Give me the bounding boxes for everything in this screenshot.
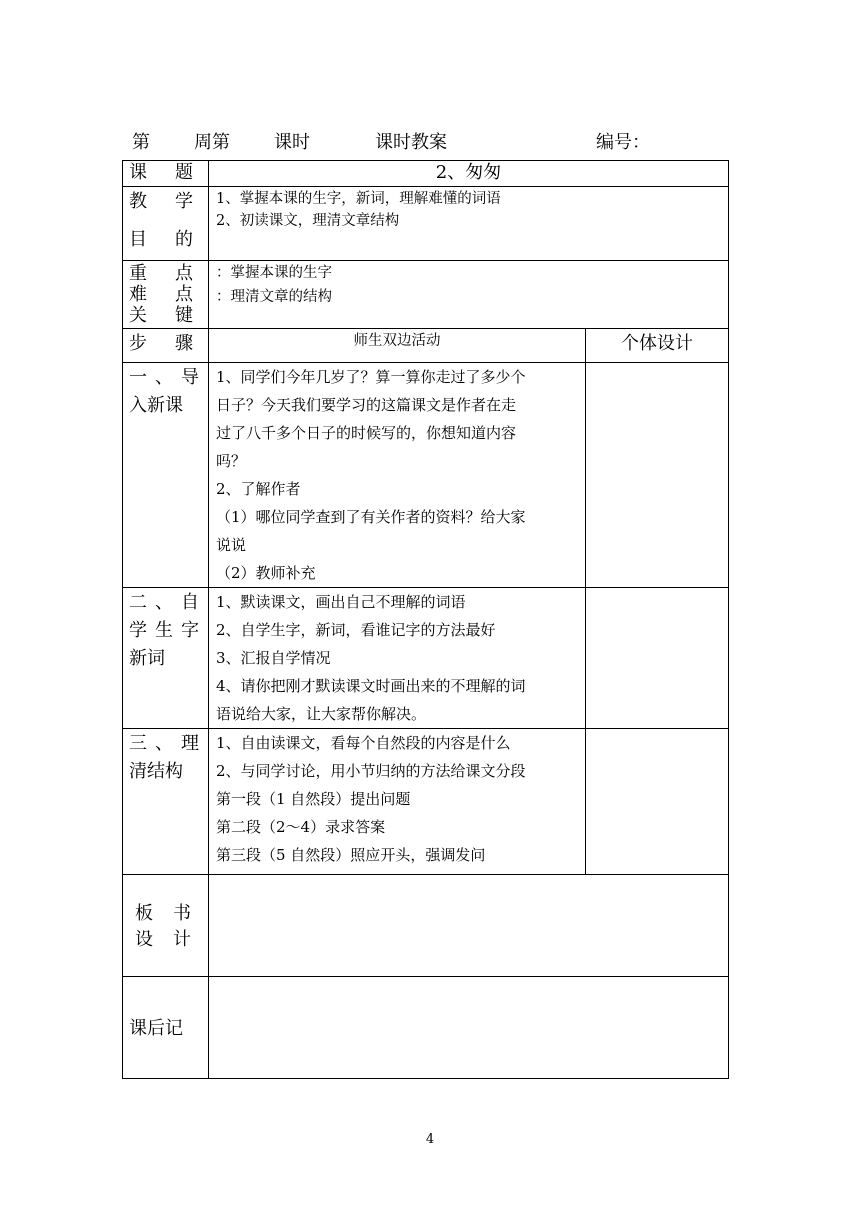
activity-line: （2）教师补充 xyxy=(216,564,316,582)
section-label-2: 二 、 自 学 生 字 新词 xyxy=(123,588,209,729)
activity-line: 1、自由读课文，看每个自然段的内容是什么 xyxy=(216,734,511,752)
key-label: 重 点 难 点 关 键 xyxy=(123,261,209,329)
activity-line: 第三段（5 自然段）照应开头，强调发问 xyxy=(216,846,486,864)
board-label: 板 书 设 计 xyxy=(123,875,209,977)
activity-line: 过了八千多个日子的时候写的，你想知道内容 xyxy=(216,424,517,442)
board-row xyxy=(123,875,729,977)
section-body-2 xyxy=(209,588,586,729)
topic-value: 2、匆匆 xyxy=(209,161,729,187)
section-row-2 xyxy=(123,588,729,729)
section-row-3 xyxy=(123,729,729,875)
goals-cell xyxy=(209,187,729,261)
activity-line: 第一段（1 自然段）提出问题 xyxy=(216,790,411,808)
section-row-1 xyxy=(123,363,729,588)
header-di: 第 xyxy=(132,132,150,153)
board-cell xyxy=(209,875,729,977)
key-row xyxy=(123,261,729,329)
header-bianhao: 编号： xyxy=(596,132,650,153)
key-item: ：理清文章的结构 xyxy=(216,289,332,305)
section-body-1 xyxy=(209,363,586,588)
after-cell xyxy=(209,977,729,1079)
activity-line: 4、请你把刚才默读课文时画出来的不理解的词 xyxy=(216,677,526,695)
activity-line: 1、默读课文，画出自己不理解的词语 xyxy=(216,593,466,611)
after-label: 课后记 xyxy=(123,977,209,1079)
design-header: 个体设计 xyxy=(586,329,729,363)
header-title: 课时教案 xyxy=(375,132,447,153)
steps-header-row xyxy=(123,329,729,363)
section-body-3 xyxy=(209,729,586,875)
key-cell xyxy=(209,261,729,329)
steps-label: 步 骤 xyxy=(123,329,209,363)
section-label-3: 三 、 理 清结构 xyxy=(123,729,209,875)
goals-label: 教 学 目 的 xyxy=(123,187,209,261)
activity-line: 2、自学生字，新词，看谁记字的方法最好 xyxy=(216,621,496,639)
activity-line: 1、同学们今年几岁了？算一算你走过了多少个 xyxy=(216,368,526,386)
activity-line: 2、与同学讨论，用小节归纳的方法给课文分段 xyxy=(216,762,526,780)
section-label-1: 一 、 导 入新课 xyxy=(123,363,209,588)
activity-line: 吗？ xyxy=(216,452,247,470)
page-number: 4 xyxy=(425,1132,435,1147)
header-keshi: 课时 xyxy=(274,132,310,153)
activity-line: 2、了解作者 xyxy=(216,480,301,498)
key-item: ：掌握本课的生字 xyxy=(216,265,332,281)
activity-header: 师生双边活动 xyxy=(209,329,586,363)
design-cell-3 xyxy=(586,729,729,875)
topic-label: 课 题 xyxy=(129,162,193,183)
design-cell-1 xyxy=(586,363,729,588)
activity-line: 日子？今天我们要学习的这篇课文是作者在走 xyxy=(216,396,517,414)
activity-line: （1）哪位同学查到了有关作者的资料？给大家 xyxy=(216,508,526,526)
activity-line: 说说 xyxy=(216,536,247,554)
design-cell-2 xyxy=(586,588,729,729)
activity-line: 语说给大家，让大家帮你解决。 xyxy=(216,705,427,723)
topic-row xyxy=(123,161,729,187)
goals-row xyxy=(123,187,729,261)
header-zhou-di: 周第 xyxy=(194,132,230,153)
goal-item: 2、初读课文，理清文章结构 xyxy=(216,213,400,229)
after-row xyxy=(123,977,729,1079)
activity-line: 第二段（2～4）录求答案 xyxy=(216,818,386,836)
activity-line: 3、汇报自学情况 xyxy=(216,649,331,667)
lesson-plan-table xyxy=(122,160,729,1079)
goal-item: 1、掌握本课的生字，新词，理解难懂的词语 xyxy=(216,191,501,207)
topic-label-cell xyxy=(123,161,209,187)
